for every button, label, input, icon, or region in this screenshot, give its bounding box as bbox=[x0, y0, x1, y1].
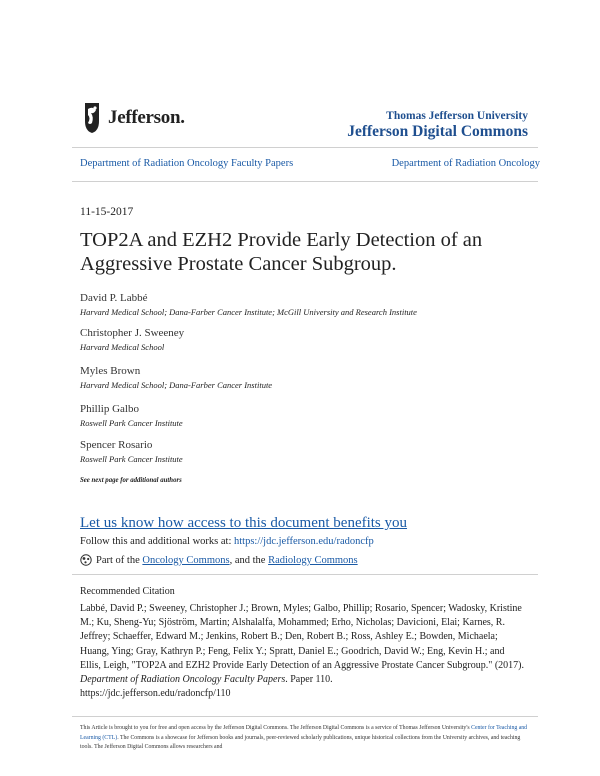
author-name: Phillip Galbo bbox=[80, 403, 139, 415]
part-of-line bbox=[80, 554, 358, 566]
author-affiliation: Harvard Medical School; Dana-Farber Cancer Institute; McGill University and Research Institute bbox=[80, 307, 417, 317]
author-affiliation: Harvard Medical School; Dana-Farber Cancer Institute bbox=[80, 380, 273, 390]
recommended-citation-heading: Recommended Citation bbox=[80, 586, 175, 597]
faculty-papers-link[interactable]: Department of Radiation Oncology Faculty Papers bbox=[80, 158, 294, 169]
author-name: David P. Labbé bbox=[80, 292, 148, 304]
see-next-note: See next page for additional authors bbox=[80, 477, 182, 484]
article-title: TOP2A and EZH2 Provide Early Detection of an Aggressive Prostate Cancer Subgroup. bbox=[80, 229, 483, 275]
jefferson-logo bbox=[82, 100, 212, 136]
repository-name[interactable]: Jefferson Digital Commons bbox=[347, 123, 528, 140]
follow-text: Follow this and additional works at: bbox=[80, 536, 234, 547]
part-of-prefix: Part of the bbox=[96, 554, 143, 566]
author-entry bbox=[80, 403, 183, 428]
benefit-feedback-link[interactable]: Let us know how access to this document benefits you bbox=[80, 515, 408, 531]
citation-url: https://jdc.jefferson.edu/radoncfp/110 bbox=[80, 688, 231, 700]
radiology-commons-link[interactable]: Radiology Commons bbox=[268, 554, 358, 566]
author-affiliation: Roswell Park Cancer Institute bbox=[80, 454, 183, 464]
institution-name[interactable]: Thomas Jefferson University bbox=[386, 110, 528, 122]
author-name: Christopher J. Sweeney bbox=[80, 327, 185, 339]
author-affiliation: Harvard Medical School bbox=[80, 342, 165, 352]
footer-divider bbox=[72, 716, 538, 717]
citation-journal: Department of Radiation Oncology Faculty Papers bbox=[80, 674, 286, 686]
author-entry bbox=[80, 327, 184, 352]
footer-text-1: This Article is brought to you for free and open access by the Jefferson Digital Commons. The Jefferson Digital Commons is a service of Thomas Jefferson University's bbox=[80, 725, 472, 731]
department-nav bbox=[80, 158, 540, 169]
follow-line bbox=[80, 536, 374, 547]
header-divider bbox=[72, 147, 538, 148]
collection-url-link[interactable]: https://jdc.jefferson.edu/radoncfp bbox=[234, 536, 374, 547]
citation-text: Labbé, David P.; Sweeney, Christopher J.; Brown, Myles; Galbo, Phillip; Rosario, Spencer; Wadosky, Kristine M.; Ku, Sheng-Yu; Sjöström, Martin; Alshalalfa, Mohammed; Erho, Nicholas; Davicioni, Elai; Karnes, R. Jeffrey; Schaeffer, Edward M.; Jenkins, Robert B.; Den, Robert B.; Ross, Ashley E.; Bowden, Michaela; Huang, Ying; Gray, Kathryn P.; Feng, Felix Y.; Spratt, Daniel E.; Goodrich, David W.; Eng, Kevin H.; and Ellis, Leigh, "TOP2A and EZH2 Provide Early Detection of an Aggressive Prostate Cancer Subgroup." (2017). bbox=[80, 603, 525, 671]
institution-block bbox=[347, 110, 528, 141]
footer-text-2: . The Commons is a showcase for Jefferson books and journals, peer-reviewed scholarly publications, unique historical collections from the University archives, and teaching tools. The Jefferson Digital Commons allows researchers and bbox=[80, 734, 521, 750]
author-affiliation: Roswell Park Cancer Institute bbox=[80, 418, 183, 428]
citation-divider bbox=[72, 574, 538, 575]
author-entry bbox=[80, 365, 272, 390]
citation-tail: . Paper 110. bbox=[285, 674, 333, 686]
network-icon bbox=[80, 554, 92, 566]
footer-notice bbox=[80, 724, 530, 753]
author-entry bbox=[80, 439, 183, 464]
author-name: Spencer Rosario bbox=[80, 439, 153, 451]
author-name: Myles Brown bbox=[80, 365, 141, 377]
author-entry bbox=[80, 292, 417, 317]
ctl-link[interactable]: Center for Teaching and Learning (CTL) bbox=[80, 725, 528, 741]
jefferson-seal-icon bbox=[82, 101, 102, 135]
oncology-commons-link[interactable]: Oncology Commons bbox=[142, 554, 230, 566]
logo-wordmark: Jefferson. bbox=[108, 107, 185, 128]
nav-divider bbox=[72, 181, 538, 182]
part-of-middle: , and the bbox=[229, 554, 269, 566]
department-link[interactable]: Department of Radiation Oncology bbox=[391, 158, 540, 169]
recommended-citation bbox=[80, 602, 526, 701]
publication-date: 11-15-2017 bbox=[80, 206, 134, 218]
